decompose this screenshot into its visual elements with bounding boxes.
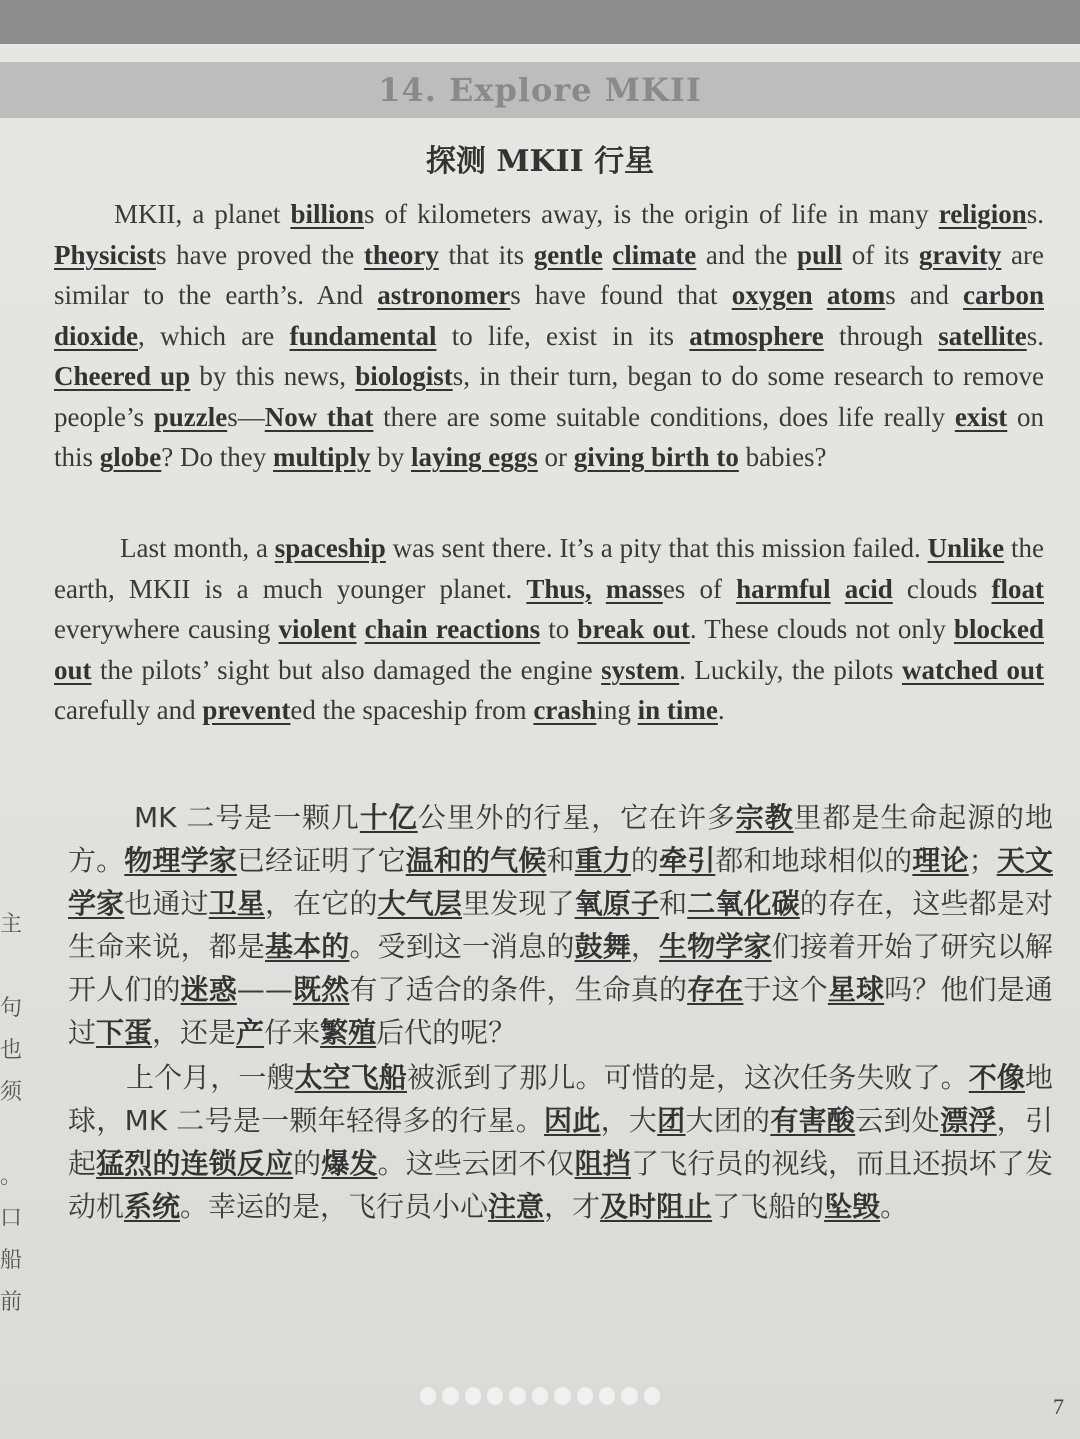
vocab-term: 二氧化碳 (687, 887, 800, 920)
margin-char: 船 (0, 1248, 23, 1273)
vocab-term: 漂浮 (940, 1104, 997, 1137)
chapter-header (0, 62, 1080, 118)
text-run: ，大 (600, 1104, 658, 1137)
english-paragraph-1 (54, 194, 1044, 478)
text-run: , which are (138, 320, 290, 351)
vocab-term: theory (363, 239, 439, 270)
text-run: 的 (630, 844, 660, 877)
margin-char: 句 (0, 996, 23, 1021)
text-run: s. (1026, 320, 1044, 351)
vocab-term: atom (826, 280, 886, 310)
margin-char: 也 (0, 1038, 23, 1063)
vocab-term: billion (290, 199, 364, 229)
text-run: s have proved the (156, 239, 364, 270)
margin-char: 前 (0, 1290, 23, 1315)
text-run: 的存在，这些都是对生命来说，都是 (68, 887, 1053, 963)
vocab-term: blocked out (54, 614, 1045, 685)
margin-char (0, 1114, 14, 1156)
vocab-term: 卫星 (208, 887, 266, 920)
margin-char: 。 (0, 1164, 23, 1189)
vocab-term: 十亿 (359, 801, 418, 834)
text-run: 。这些云团不仅 (377, 1147, 575, 1180)
vocab-term: 太空飞船 (294, 1061, 407, 1094)
vocab-term: Cheered up (54, 361, 191, 391)
redaction-watermark (420, 1384, 660, 1408)
text-run: 。 (880, 1190, 909, 1223)
text-run: 和 (659, 887, 688, 920)
text-run: 也通过 (124, 887, 209, 920)
vocab-term: 产 (236, 1016, 265, 1049)
vocab-term: acid (844, 573, 893, 604)
vocab-term: 大气层 (377, 887, 463, 920)
vocab-term: fundamental (289, 320, 437, 351)
vocab-term: 下蛋 (96, 1016, 153, 1049)
text-run: to (540, 614, 578, 644)
vocab-term: 坠毁 (824, 1190, 881, 1223)
page-number: 7 (1053, 1394, 1064, 1419)
vocab-term: globe (99, 442, 162, 472)
text-run: 里都是生命起源的地方。 (68, 801, 1053, 877)
text-run: on this (54, 401, 1044, 472)
vocab-term: atmosphere (689, 320, 824, 351)
vocab-term: giving birth to (573, 442, 739, 472)
vocab-term: religion (938, 199, 1027, 229)
text-run: . (717, 695, 725, 725)
chinese-paragraph-1 (68, 796, 1053, 1054)
vocab-term: 因此 (544, 1104, 601, 1137)
text-run: 的 (293, 1147, 322, 1180)
text-run: 公里外的行星，它在许多 (417, 801, 736, 834)
text-run: ， (630, 930, 660, 963)
vocab-term: exist (954, 401, 1008, 432)
left-margin-bleed-text (0, 904, 23, 1324)
vocab-term: multiply (273, 442, 371, 472)
text-run: are similar to the earth’s. And (54, 239, 1044, 310)
vocab-term: Physicist (54, 239, 157, 270)
text-run: ing (596, 695, 638, 725)
text-run: that its (438, 239, 534, 270)
text-run: ，还是 (152, 1016, 237, 1049)
vocab-term: float (991, 573, 1045, 604)
vocab-term: 有害酸 (770, 1104, 856, 1137)
text-run: ，引起 (68, 1104, 1053, 1180)
vocab-term: Now that (264, 401, 374, 432)
vocab-term: biologist (355, 361, 453, 391)
text-run: 已经证明了它 (236, 844, 406, 877)
vocab-term: spaceship (274, 533, 386, 563)
vocab-term: 系统 (124, 1190, 181, 1223)
text-run: s. (1026, 199, 1044, 229)
book-page (0, 44, 1080, 1439)
vocab-term: 氧原子 (574, 887, 660, 920)
text-run: ； (968, 844, 997, 877)
chinese-paragraph-2 (68, 1056, 1053, 1228)
text-run: MK 二号是一颗几 (134, 801, 360, 834)
text-run: s and (885, 280, 964, 310)
vocab-term: 牵引 (659, 844, 716, 877)
text-run: . Luckily, the pilots (679, 654, 902, 685)
text-run: by (370, 442, 412, 472)
vocab-term: prevent (202, 695, 291, 725)
text-run: 和 (546, 844, 575, 877)
text-run: . These clouds not only (689, 614, 954, 644)
vocab-term: 鼓舞 (574, 930, 631, 963)
vocab-term: 基本的 (265, 930, 350, 963)
text-run: 们接着开始了研究以解开人们的 (68, 930, 1053, 1006)
vocab-term: puzzle (153, 401, 228, 432)
margin-char: 须 (0, 1080, 23, 1105)
vocab-term: laying eggs (411, 442, 538, 472)
text-run: Last month, a (120, 533, 275, 563)
vocab-term: 及时阻止 (600, 1190, 713, 1223)
text-run: 大团的 (685, 1104, 771, 1137)
vocab-term: 存在 (687, 973, 744, 1006)
vocab-term: 温和的气候 (405, 844, 547, 877)
vocab-term: satellite (938, 320, 1027, 351)
text-run (603, 240, 613, 270)
text-run: 上个月，一艘 (126, 1061, 295, 1094)
text-run: of its (842, 239, 919, 270)
vocab-term: in time (637, 695, 718, 725)
vocab-term: carbon (963, 280, 1045, 310)
text-run: ，在它的 (265, 887, 378, 920)
text-run: 仔来 (264, 1016, 321, 1049)
text-run: 地球，MK 二号是一颗年轻得多的行星。 (68, 1061, 1053, 1137)
text-run: 了飞行员的视线，而且还损坏了发动机 (68, 1147, 1053, 1223)
margin-char (0, 946, 14, 988)
text-run: —— (236, 973, 293, 1006)
text-run (813, 280, 827, 310)
text-run: 都和地球相似的 (715, 844, 913, 877)
text-run: 里发现了 (462, 887, 575, 920)
vocab-term: 迷惑 (180, 973, 237, 1006)
vocab-term: 重力 (574, 844, 631, 877)
text-run: the pilots’ sight but also damaged the engine (91, 654, 602, 685)
vocab-term: watched out (901, 654, 1044, 685)
vocab-term: 不像 (968, 1061, 1025, 1094)
vocab-term: mass (605, 573, 663, 604)
text-run (831, 574, 845, 604)
margin-char: 口 (0, 1206, 23, 1231)
vocab-term: 星球 (827, 973, 885, 1006)
text-run: 。幸运的是，飞行员小心 (180, 1190, 489, 1223)
vocab-term: crash (533, 695, 597, 725)
vocab-term: 注意 (488, 1190, 545, 1223)
text-run (592, 574, 606, 604)
text-run: or (537, 442, 574, 472)
chapter-title: 14. Explore MKII (378, 71, 702, 109)
vocab-term: 物理学家 (124, 844, 237, 877)
text-run: 了飞船的 (712, 1190, 825, 1223)
text-run: MKII, a planet (114, 199, 291, 229)
text-run: ，才 (544, 1190, 601, 1223)
text-run: to life, exist in its (436, 320, 690, 351)
text-run: everywhere causing (54, 614, 279, 644)
vocab-term: violent (278, 614, 357, 644)
text-run: 有了适合的条件，生命真的 (349, 973, 688, 1006)
vocab-term: chain reactions (364, 614, 541, 644)
text-run: s, in their turn, began to do some research to remove people’s (54, 361, 1044, 432)
text-run: s have found that (510, 280, 732, 310)
vocab-term: gentle (533, 239, 603, 270)
vocab-term: dioxide (54, 320, 139, 351)
text-run: there are some suitable conditions, does life really (373, 401, 955, 432)
text-run: 。受到这一消息的 (349, 930, 575, 963)
english-paragraph-2 (54, 528, 1044, 731)
text-run (357, 614, 365, 644)
vocab-term: pull (797, 239, 843, 270)
vocab-term: break out (577, 614, 690, 644)
vocab-term: system (601, 654, 680, 685)
vocab-term: 宗教 (735, 801, 794, 834)
vocab-term: 理论 (912, 844, 969, 877)
text-run: 于这个 (743, 973, 828, 1006)
text-run: s of kilometers away, is the origin of life in many (363, 199, 939, 229)
vocab-term: astronomer (377, 280, 511, 310)
vocab-term: 生物学家 (659, 930, 772, 963)
text-run: was sent there. It’s a pity that this mission failed. (385, 533, 928, 563)
text-run: by this news, (190, 361, 356, 391)
text-run: 被派到了那儿。可惜的是，这次任务失败了。 (406, 1061, 969, 1094)
text-run: clouds (892, 573, 992, 604)
text-run: 吗？他们是通过 (68, 973, 1053, 1049)
vocab-term: Unlike (927, 533, 1005, 563)
vocab-term: 爆发 (321, 1147, 378, 1180)
text-run: the earth, MKII is a much younger planet. (54, 533, 1044, 604)
vocab-term: Thus, (526, 573, 592, 604)
text-run: 后代的呢？ (376, 1016, 517, 1049)
text-run: and the (696, 239, 798, 270)
vocab-term: 既然 (292, 973, 350, 1006)
vocab-term: 繁殖 (320, 1016, 377, 1049)
vocab-term: gravity (918, 239, 1002, 270)
vocab-term: climate (612, 239, 697, 270)
text-run: through (823, 320, 939, 351)
text-run: 云到处 (855, 1104, 941, 1137)
vocab-term: 阻挡 (574, 1147, 631, 1180)
text-run: es of (662, 573, 737, 604)
vocab-term: 猛烈的连锁反应 (96, 1147, 294, 1180)
vocab-term: 团 (657, 1104, 686, 1137)
page-title: 探测 MKII 行星 (425, 144, 655, 179)
text-run: ? Do they (161, 442, 273, 472)
text-run: s— (227, 401, 265, 432)
margin-char: 主 (0, 912, 23, 937)
text-run: ed the spaceship from (290, 695, 534, 725)
vocab-term: oxygen (731, 280, 813, 310)
text-run: carefully and (54, 695, 203, 725)
vocab-term: harmful (736, 573, 831, 604)
vocab-term: 天文学家 (68, 844, 1053, 920)
text-run: babies? (738, 442, 827, 472)
